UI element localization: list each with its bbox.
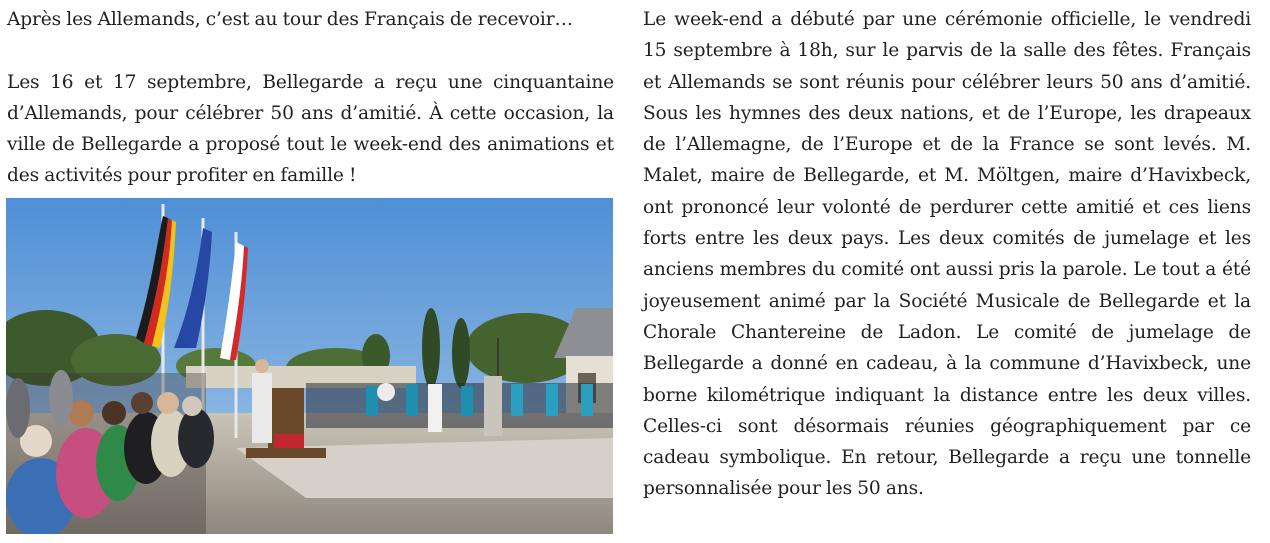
right-paragraph: Le week-end a débuté par une cérémonie officielle, le vendredi 15 septembre à 18h, sur le parvis de la salle des fêtes. Français et Allemands se sont réunis pour célébrer leurs 50 ans d’amitié. Sous les hymnes des deux nations, et de l’Europe, les drapeaux de l’Allemagne, de l’Europe et de la France se sont levés. M. Malet, maire de Bellegarde, et M. Möltgen, maire d’Havixbeck, ont prononcé leur volonté de perdurer cette amitié et ces liens forts entre les deux pays. Les deux comités de jumelage et les anciens membres du comité ont aussi pris la parole. Le tout a été joyeusement animé par la Société Musicale de Bellegarde et la Chorale Chantereine de Ladon. Le comité de jumelage de Bellegarde a donné en cadeau, à la commune d’Havixbeck, une borne kilométrique indiquant la distance entre les deux villes. Celles-ci sont désormais réunies géographiquement par ce cadeau symbolique. En retour, Bellegarde a reçu une tonnelle personnalisée pour les 50 ans. — [643, 9, 1251, 500]
ceremony-photo — [6, 198, 613, 534]
musicians — [306, 376, 613, 436]
intro-line: Après les Allemands, c’est au tour des Français de recevoir… — [7, 9, 573, 30]
left-paragraph: Les 16 et 17 septembre, Bellegarde a reçu une cinquantaine d’Allemands, pour célébrer 50 ans d’amitié. À cette occasion, la ville de Bellegarde a proposé tout le week-end des animations et des activités pour profiter en famille ! — [7, 71, 614, 187]
right-column — [643, 4, 1251, 505]
paragraph-spacer — [7, 35, 614, 66]
left-column — [7, 4, 614, 192]
audience — [6, 370, 214, 534]
